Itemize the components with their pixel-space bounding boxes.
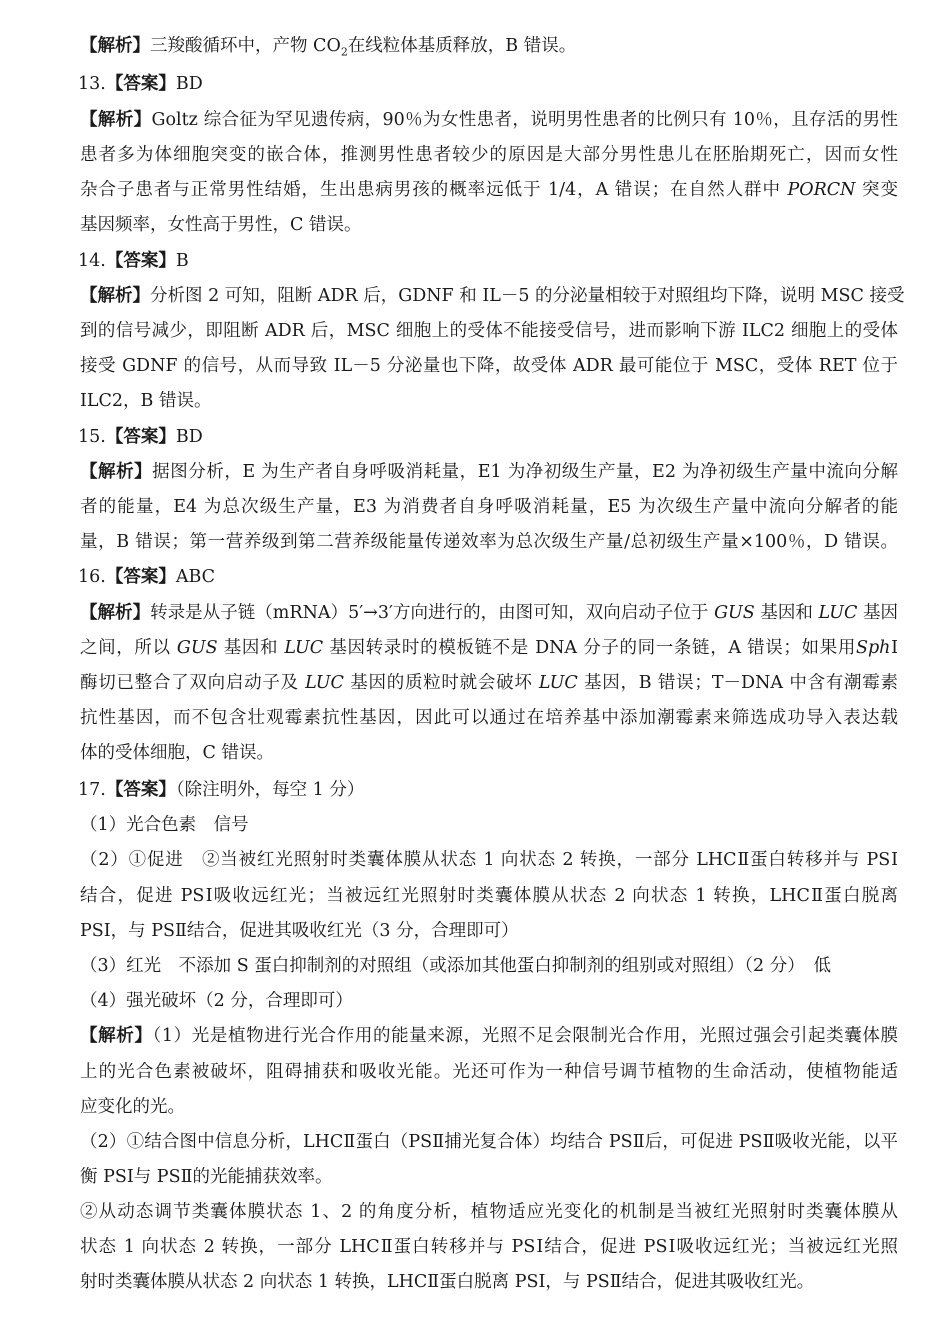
text-run: Ⅰ bbox=[890, 638, 898, 658]
text-run: GUS bbox=[176, 638, 218, 658]
text-line bbox=[78, 249, 898, 273]
text-line bbox=[80, 884, 898, 908]
text-run: 结合，促进 PSⅠ吸收远红光；当被远红光照射时类囊体膜从状态 2 向状态 1 转换，LHCⅡ蛋白脱离 bbox=[80, 886, 898, 906]
text-line bbox=[80, 213, 898, 237]
text-run: 体的受体细胞，C 错误。 bbox=[80, 743, 274, 763]
text-run: 17. bbox=[78, 780, 106, 800]
section-tag: 【解析】 bbox=[80, 36, 150, 56]
text-run: 16. bbox=[78, 567, 106, 587]
text-run: GUS bbox=[714, 603, 755, 623]
text-run: 基因的质粒时就会破坏 bbox=[343, 673, 539, 693]
text-line bbox=[80, 1024, 898, 1048]
text-run: B bbox=[175, 251, 189, 271]
text-line bbox=[80, 319, 898, 343]
text-run: 之间，所以 bbox=[80, 638, 177, 658]
section-tag: 【解析】 bbox=[80, 603, 151, 623]
text-line bbox=[80, 989, 898, 1013]
text-run: （1）光合色素 信号 bbox=[80, 815, 249, 835]
text-run: 基因频率，女性高于男性，C 错误。 bbox=[80, 215, 362, 235]
text-line bbox=[78, 565, 898, 589]
text-run: 在线粒体基质释放，B 错误。 bbox=[347, 36, 577, 56]
text-run: 量，B 错误；第一营养级到第二营养级能量传递效率为总次级生产量/总初级生产量×100％，D 错误。 bbox=[80, 532, 898, 552]
text-run: 衡 PSⅠ与 PSⅡ的光能捕获效率。 bbox=[80, 1167, 333, 1187]
text-run: 2 bbox=[340, 45, 348, 59]
text-run: Sph bbox=[855, 638, 891, 658]
text-run: 三羧酸循环中，产物 CO bbox=[150, 36, 341, 56]
text-run: 接受 GDNF 的信号，从而导致 IL－5 分泌量也下降，故受体 ADR 最可能位于 MSC，受体 RET 位于 bbox=[80, 356, 898, 376]
text-line bbox=[80, 706, 898, 730]
text-run: 基因和 bbox=[754, 603, 819, 623]
text-run: 患者多为体细胞突变的嵌合体，推测男性患者较少的原因是大部分男性患儿在胚胎期死亡，因而女性 bbox=[80, 145, 898, 165]
text-line bbox=[80, 848, 898, 872]
text-run: 13. bbox=[78, 74, 106, 94]
text-run: LUC bbox=[538, 673, 578, 693]
text-line bbox=[80, 389, 898, 413]
text-line bbox=[80, 741, 898, 765]
text-run: （除注明外，每空 1 分） bbox=[175, 780, 365, 800]
text-run: 基因 bbox=[857, 603, 898, 623]
section-tag: 【解析】 bbox=[80, 110, 152, 130]
text-run: （2）①结合图中信息分析，LHCⅡ蛋白（PSⅡ捕光复合体）均结合 PSⅡ后，可促进 PSⅡ吸收光能，以平 bbox=[80, 1132, 898, 1152]
section-tag: 【解析】 bbox=[80, 286, 150, 306]
text-line bbox=[80, 636, 898, 660]
text-run: BD bbox=[175, 427, 203, 447]
text-run: BD bbox=[175, 74, 203, 94]
text-run: PORCN bbox=[787, 180, 856, 200]
text-run: 转录是从子链（mRNA）5′→3′方向进行的，由图可知，双向启动子位于 bbox=[150, 603, 715, 623]
text-run: 到的信号减少，即阻断 ADR 后，MSC 细胞上的受体不能接受信号，进而影响下游 ILC2 细胞上的受体 bbox=[80, 321, 898, 341]
text-run: LUC bbox=[818, 603, 858, 623]
text-line bbox=[80, 530, 898, 554]
text-run: LUC bbox=[284, 638, 324, 658]
text-run: 上的光合色素被破坏，阻碍捕获和吸收光能。光还可作为一种信号调节植物的生命活动，使植物能适 bbox=[80, 1062, 898, 1082]
text-run: 杂合子患者与正常男性结婚，生出患病男孩的概率远低于 1/4，A 错误；在自然人群中 bbox=[80, 180, 788, 200]
section-tag: 【答案】 bbox=[105, 567, 176, 587]
text-run: ILC2，B 错误。 bbox=[80, 391, 212, 411]
text-run: 基因和 bbox=[217, 638, 285, 658]
text-run: 基因，B 错误；T－DNA 中含有潮霉素 bbox=[577, 673, 899, 693]
text-run: Goltz 综合征为罕见遗传病，90％为女性患者，说明男性患者的比例只有 10％，且存活的男性 bbox=[151, 110, 899, 130]
text-line bbox=[80, 1095, 898, 1119]
text-line bbox=[80, 108, 898, 132]
text-run: 基因转录时的模板链不是 DNA 分子的同一条链，A 错误；如果用 bbox=[323, 638, 856, 658]
text-line bbox=[80, 601, 898, 625]
text-line bbox=[78, 72, 898, 96]
text-line bbox=[80, 460, 898, 484]
text-run: 15. bbox=[78, 427, 106, 447]
text-run: 分析图 2 可知，阻断 ADR 后，GDNF 和 IL－5 的分泌量相较于对照组均下降，说明 MSC 接受 bbox=[150, 286, 905, 306]
text-run: PSⅠ，与 PSⅡ结合，促进其吸收红光（3 分，合理即可） bbox=[80, 921, 519, 941]
section-tag: 【答案】 bbox=[105, 251, 176, 271]
text-run: 射时类囊体膜从状态 2 向状态 1 转换，LHCⅡ蛋白脱离 PSⅠ，与 PSⅡ结合，促进其吸收红光。 bbox=[80, 1272, 815, 1292]
text-line bbox=[80, 143, 898, 167]
text-line bbox=[80, 1165, 898, 1189]
section-tag: 【答案】 bbox=[105, 427, 176, 447]
text-run: （4）强光破坏（2 分，合理即可） bbox=[80, 991, 353, 1011]
text-run: LUC bbox=[305, 673, 344, 693]
text-run: （2）①促进 ②当被红光照射时类囊体膜从状态 1 向状态 2 转换，一部分 LHCⅡ蛋白转移并与 PSⅠ bbox=[80, 850, 898, 870]
text-line bbox=[80, 1270, 898, 1294]
text-run: ABC bbox=[175, 567, 216, 587]
section-tag: 【解析】 bbox=[80, 462, 153, 482]
text-run: 14. bbox=[78, 251, 106, 271]
text-run: 酶切已整合了双向启动子及 bbox=[80, 673, 306, 693]
text-line bbox=[80, 354, 898, 378]
section-tag: 【解析】 bbox=[80, 1026, 153, 1046]
text-line bbox=[78, 425, 898, 449]
text-line bbox=[80, 1060, 898, 1084]
text-run: ②从动态调节类囊体膜状态 1、2 的角度分析，植物适应光变化的机制是当被红光照射时类囊体膜从 bbox=[80, 1202, 898, 1222]
text-run: 据图分析，E 为生产者自身呼吸消耗量，E1 为净初级生产量，E2 为净初级生产量中流向分解 bbox=[152, 462, 899, 482]
text-run: （3）红光 不添加 S 蛋白抑制剂的对照组（或添加其他蛋白抑制剂的组别或对照组）（2 分） 低 bbox=[80, 956, 831, 976]
text-line bbox=[78, 778, 898, 802]
text-line bbox=[80, 284, 905, 308]
text-line bbox=[80, 178, 898, 202]
text-run: 者的能量，E4 为总次级生产量，E3 为消费者自身呼吸消耗量，E5 为次级生产量中流向分解者的能 bbox=[80, 497, 898, 517]
section-tag: 【答案】 bbox=[105, 780, 176, 800]
text-line bbox=[80, 671, 898, 695]
text-run: 抗性基因，而不包含壮观霉素抗性基因，因此可以通过在培养基中添加潮霉素来筛选成功导入表达载 bbox=[80, 708, 898, 728]
text-line bbox=[80, 919, 898, 943]
text-run: 应变化的光。 bbox=[80, 1097, 185, 1117]
text-run: 状态 1 向状态 2 转换，一部分 LHCⅡ蛋白转移并与 PSⅠ结合，促进 PSⅠ吸收远红光；当被远红光照 bbox=[80, 1237, 898, 1257]
text-run: 突变 bbox=[855, 180, 898, 200]
section-tag: 【答案】 bbox=[105, 74, 176, 94]
text-run: （1）光是植物进行光合作用的能量来源，光照不足会限制光合作用，光照过强会引起类囊体膜 bbox=[152, 1026, 898, 1046]
text-line bbox=[80, 954, 898, 978]
text-line bbox=[80, 813, 898, 837]
text-line bbox=[80, 1235, 898, 1259]
text-line bbox=[80, 34, 898, 58]
text-line bbox=[80, 1130, 898, 1154]
text-line bbox=[80, 1200, 898, 1224]
text-line bbox=[80, 495, 898, 519]
